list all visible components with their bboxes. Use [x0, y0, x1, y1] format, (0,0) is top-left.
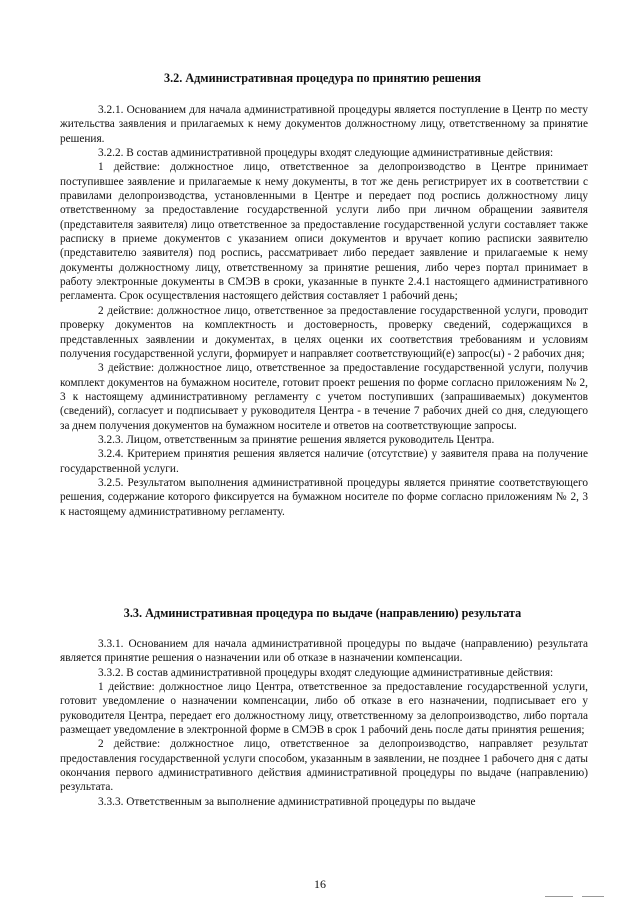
section-3-2-body [60, 103, 588, 519]
section-3-3-body [60, 637, 588, 809]
paragraph-3-2-5: 3.2.5. Результатом выполнения административной процедуры является принятие соответствующего решения, содержание которого фиксируется на бумажном носителе по форме согласно приложениям № 2, 3 к настоящему административному регламенту. [60, 476, 588, 518]
paragraph-3-3-action-1: 1 действие: должностное лицо Центра, ответственное за предоставление государственной услуги, готовит уведомление о назначении компенсации, либо об отказе в его назначении, подписывает его у руководителя Центра, передает его должностному лицу, ответственному за делопроизводство, либо портала размещает уведомление в электронной форме в СМЭВ в срок 1 рабочий день после даты принятия решения; [60, 681, 588, 737]
page-number: 16 [314, 877, 326, 891]
paragraph-3-2-3: 3.2.3. Лицом, ответственным за принятие решения является руководитель Центра. [98, 433, 495, 446]
paragraph-3-3-action-2: 2 действие: должностное лицо, ответственное за делопроизводство, направляет результат предоставления государственной услуги способом, указанным в заявлении, не позднее 1 рабочего дня с даты окончания первого административного действия административной процедуры по выдаче (направлению) результата. [60, 738, 588, 794]
paragraph-action-3: 3 действие: должностное лицо, ответственное за предоставление государственной услуги, получив комплект документов на бумажном носителе, готовит проект решения по форме согласно приложениям № 2, 3 к настоящему административному регламенту с учетом поступивших (запрашиваемых) документов (сведений), согласует и подписывает у руководителя Центра - в течение 7 рабочих дней со дня, следующего за днем получения документов на бумажном носителе и ответов на соответствующие запросы. [60, 362, 588, 432]
paragraph-3-2-1: 3.2.1. Основанием для начала административной процедуры является поступление в Центр по месту жительства заявления и прилагаемых к нему документов должностному лицу, ответственному за принятие решения. [60, 104, 588, 145]
paragraph-3-3-1: 3.3.1. Основанием для начала административной процедуры по выдаче (направлению) результата является принятие решения о назначении или об отказе в назначении компенсации. [60, 638, 588, 665]
paragraph-3-3-2: 3.3.2. В состав административной процедуры входят следующие административные действия: [98, 666, 554, 679]
paragraph-action-2: 2 действие: должностное лицо, ответственное за предоставление государственной услуги, проводит проверку документов на комплектность и достоверность, проверку сведений, содержащихся в представленных заявлении и документах, в целях оценки их соответствия требованиям и условиям получения государственной услуги, формирует и направляет соответствующий(е) запрос(ы) - 2 рабочих дня; [60, 304, 588, 360]
paragraph-3-3-3: 3.3.3. Ответственным за выполнение административной процедуры по выдаче [98, 795, 476, 808]
paragraph-3-2-4: 3.2.4. Критерием принятия решения является наличие (отсутствие) у заявителя права на получение государственной услуги. [60, 448, 588, 475]
paragraph-action-1: 1 действие: должностное лицо, ответственное за делопроизводство в Центре принимает поступившее заявление и прилагаемые к нему документы, в тот же день регистрирует их в соответствии с правилами делопроизводства, установленными в Центре и передает под роспись должностному лицу ответственному за предоставление государственной услуги либо при личном обращении заявителя (представителя заявителя) лицо ответственное за предоставление государственной услуги составляет также расписку в приеме документов с указанием описи документов и вручает копию расписки заявителю (представителю заявителя) под роспись, рассматривает либо передает заявление и прилагаемые к нему документы должностному лицу, ответственному за принятие решения, либо через портал принимает в работу электронные документы в СМЭВ в сроки, указанные в пункте 2.4.1 настоящего административного регламента. Срок осуществления настоящего действия составляет 1 рабочий день; [60, 161, 588, 303]
paragraph-3-2-2: 3.2.2. В состав административной процедуры входят следующие административные действия: [98, 147, 554, 160]
section-3-3-heading: 3.3. Административная процедура по выдаче (направлению) результата [123, 606, 522, 620]
section-3-2-heading: 3.2. Административная процедура по принятию решения [164, 71, 481, 85]
scan-mark [545, 896, 573, 897]
scan-mark [582, 896, 604, 897]
